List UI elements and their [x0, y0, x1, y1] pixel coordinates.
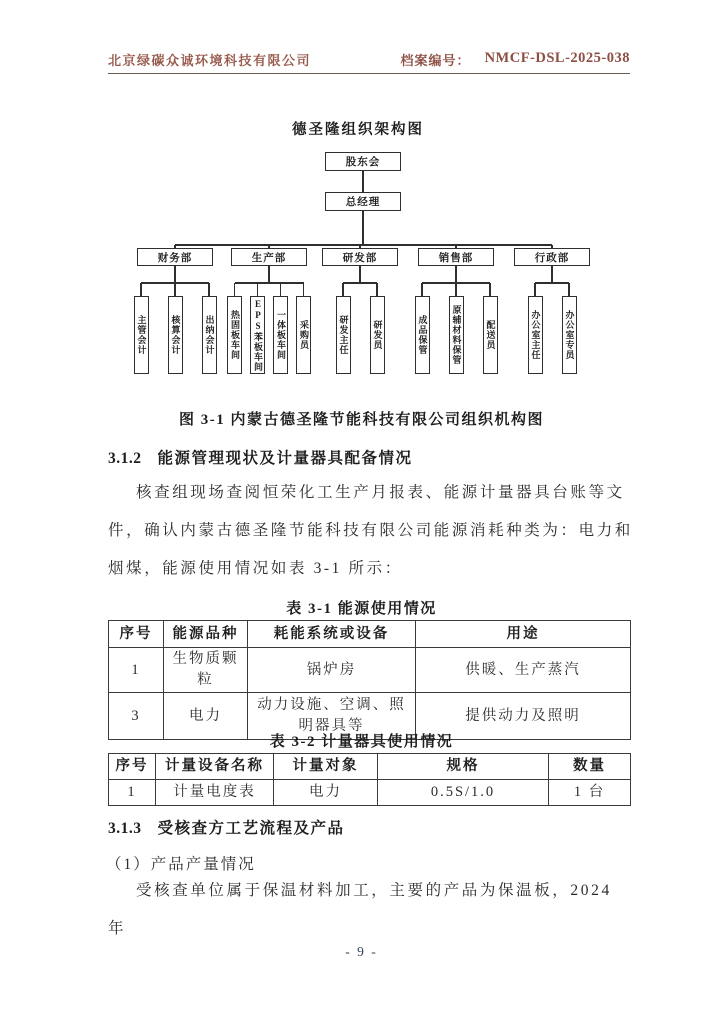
page-header [108, 50, 630, 74]
org-connector-line [140, 283, 142, 296]
table-header-row [109, 754, 631, 780]
section-number: 3.1.2 [108, 450, 142, 467]
org-connector-line [175, 244, 552, 246]
header-company-name: 北京绿碳众诚环境科技有限公司 [108, 53, 312, 68]
org-connector-line [455, 266, 457, 283]
section-heading-313 [108, 816, 345, 838]
org-node-position [168, 296, 183, 374]
org-connector-line [421, 283, 423, 296]
cell: 1 台 [549, 780, 631, 806]
org-connector-line [343, 282, 377, 284]
org-node-department: 生产部 [231, 248, 307, 266]
org-node-position [134, 296, 149, 374]
col-header: 序号 [109, 754, 156, 780]
paragraph-line: 核查组现场查阅恒荣化工生产月报表、能源计量器具台账等文 [136, 484, 625, 501]
org-node-position [449, 296, 464, 374]
org-node-general-manager: 总经理 [325, 192, 401, 211]
org-node-label: 研发员 [372, 320, 383, 350]
paragraph-line: 烟煤，能源使用情况如表 3-1 所示： [108, 560, 403, 577]
org-node-shareholders: 股东会 [325, 152, 401, 171]
org-node-department: 行政部 [514, 248, 590, 266]
cell: 计量电度表 [156, 780, 274, 806]
cell: 生物质颗粒 [164, 648, 248, 693]
energy-use-table [108, 620, 631, 740]
paragraph-line: 受核查单位属于保温材料加工，主要的产品为保温板，2024 年 [108, 882, 612, 937]
table1-title: 表 3-1 能源使用情况 [286, 601, 437, 617]
archive-number-value: NMCF-DSL-2025-038 [484, 50, 630, 66]
org-connector-line [455, 283, 457, 296]
metering-device-table [108, 753, 631, 806]
org-node-department: 研发部 [322, 248, 398, 266]
org-connector-line [141, 282, 209, 284]
cell: 1 [109, 780, 156, 806]
col-header: 数量 [549, 754, 631, 780]
org-node-department: 销售部 [418, 248, 494, 266]
org-node-position [227, 296, 242, 374]
org-connector-line [174, 245, 176, 248]
org-node-label: 成品保管 [417, 315, 428, 355]
org-connector-line [303, 283, 305, 296]
section-heading-312 [108, 446, 413, 468]
figure-caption: 图 3-1 内蒙古德圣隆节能科技有限公司组织机构图 [179, 412, 544, 428]
org-node-label: 办公室专员 [564, 310, 575, 360]
table2-title: 表 3-2 计量器具使用情况 [269, 734, 454, 750]
section-number: 3.1.3 [108, 820, 142, 837]
org-connector-line [362, 171, 364, 192]
table-header-row [109, 621, 631, 648]
cell: 1 [109, 648, 164, 693]
cell: 电力 [274, 780, 378, 806]
org-node-position [415, 296, 430, 374]
cell: 动力设施、空调、照明器具等 [248, 693, 416, 740]
cell: 锅炉房 [248, 648, 416, 693]
table-row [109, 780, 631, 806]
org-node-position [202, 296, 217, 374]
org-node-label: 采购员 [299, 320, 309, 350]
org-node-position [370, 296, 385, 374]
org-node-label: 原辅材料保管 [451, 305, 462, 365]
org-node-label: 出纳会计 [204, 315, 215, 355]
body-paragraph-2 [108, 872, 634, 948]
org-connector-line [280, 283, 282, 296]
org-node-position [336, 296, 351, 374]
org-node-department: 财务部 [137, 248, 213, 266]
col-header: 能源品种 [164, 621, 248, 648]
col-header: 计量设备名称 [156, 754, 274, 780]
header-archive [401, 50, 630, 69]
section-title: 受核查方工艺流程及产品 [157, 820, 345, 837]
org-connector-line [268, 266, 270, 283]
page-number: - 9 - [345, 944, 378, 959]
org-connector-line [535, 282, 569, 284]
org-connector-line [359, 266, 361, 283]
org-connector-line [234, 283, 236, 296]
col-header: 规格 [378, 754, 549, 780]
org-connector-line [257, 283, 259, 296]
org-connector-line [208, 283, 210, 296]
org-node-position [296, 296, 311, 374]
org-connector-line [422, 282, 490, 284]
org-node-position [273, 296, 288, 374]
col-header: 用途 [416, 621, 631, 648]
org-connector-line [362, 211, 364, 245]
org-node-label: 热固板车间 [230, 310, 240, 360]
org-connector-line [174, 266, 176, 283]
org-connector-line [342, 283, 344, 296]
org-connector-line [534, 283, 536, 296]
org-node-label: 办公室主任 [530, 310, 541, 360]
sub-item-1: （1）产品产量情况 [106, 856, 256, 873]
cell: 电力 [164, 693, 248, 740]
org-node-label: 配送员 [485, 320, 496, 350]
org-node-label: EPS苯板车间 [253, 298, 263, 372]
org-node-position [483, 296, 498, 374]
org-node-position [528, 296, 543, 374]
col-header: 序号 [109, 621, 164, 648]
org-connector-line [235, 282, 304, 284]
org-connector-line [551, 245, 553, 248]
org-node-position [250, 296, 265, 374]
org-connector-line [568, 283, 570, 296]
org-connector-line [551, 266, 553, 283]
cell: 0.5S/1.0 [378, 780, 549, 806]
org-node-label: 主管会计 [136, 315, 147, 355]
org-chart-title: 德圣隆组织架构图 [292, 122, 424, 138]
org-connector-line [376, 283, 378, 296]
org-connector-line [268, 245, 270, 248]
org-connector-line [455, 245, 457, 248]
body-paragraph-1 [108, 474, 634, 588]
org-node-position [562, 296, 577, 374]
org-node-label: 核算会计 [170, 315, 181, 355]
col-header: 耗能系统或设备 [248, 621, 416, 648]
section-title: 能源管理现状及计量器具配备情况 [157, 450, 413, 467]
org-connector-line [174, 283, 176, 296]
org-node-label: 研发主任 [338, 315, 349, 355]
archive-number-label: 档案编号： [400, 53, 471, 68]
org-node-label: 一体板车间 [276, 310, 286, 360]
paragraph-line: 件，确认内蒙古德圣隆节能科技有限公司能源消耗种类为：电力和 [108, 522, 633, 539]
org-connector-line [489, 283, 491, 296]
cell: 3 [109, 693, 164, 740]
col-header: 计量对象 [274, 754, 378, 780]
org-connector-line [359, 245, 361, 248]
table-row [109, 648, 631, 693]
cell: 供暖、生产蒸汽 [416, 648, 631, 693]
cell: 提供动力及照明 [416, 693, 631, 740]
